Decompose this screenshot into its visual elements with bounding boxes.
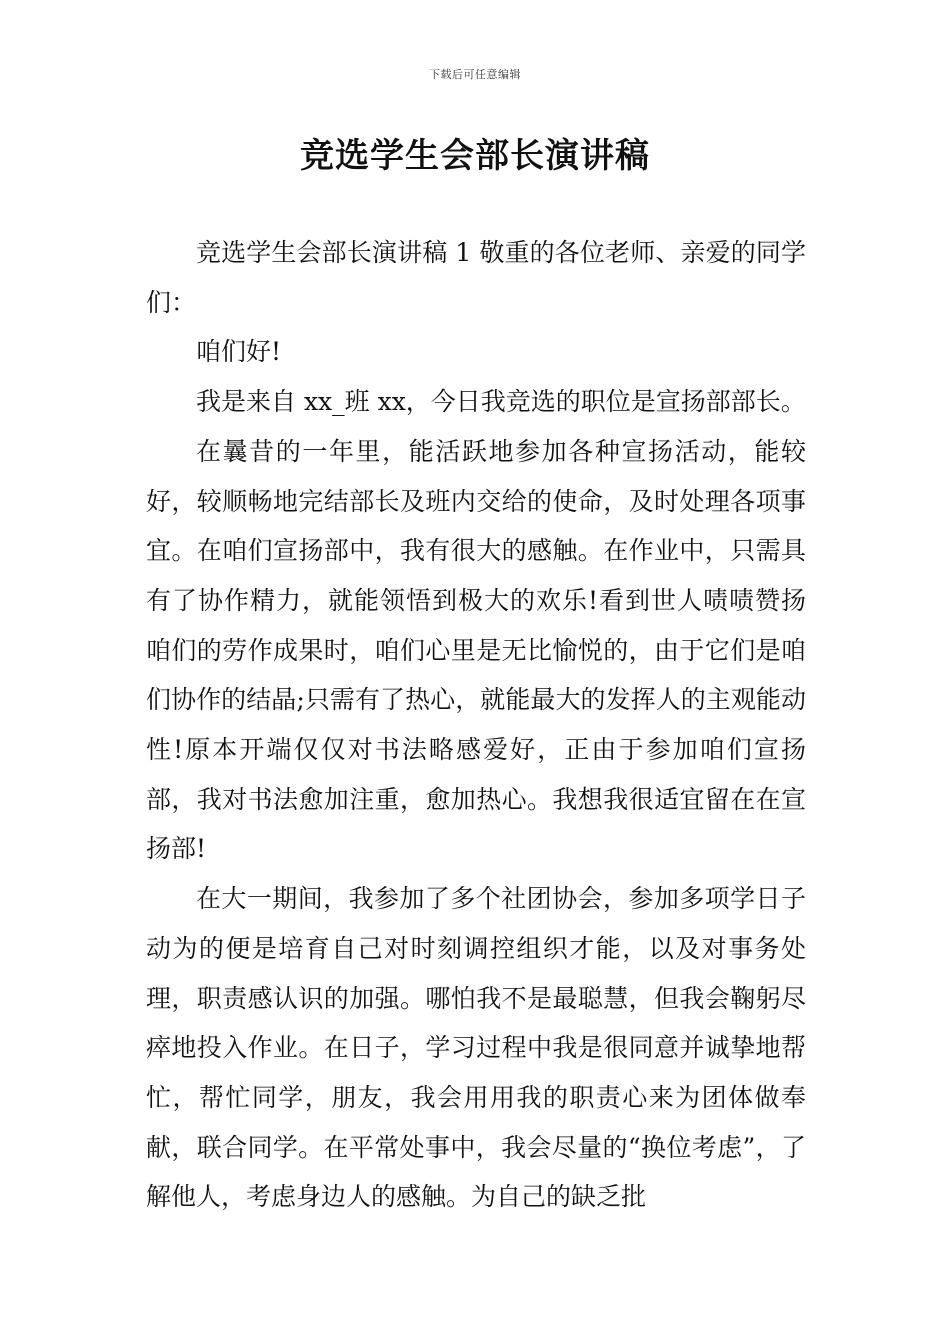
document-body [146,228,806,1222]
paragraph: 咱们好! [196,337,282,367]
paragraph: 在大一期间，我参加了多个社团协会，参加多项学日子动为的便是培育自己对时刻调控组织才能，以及对事务处理，职责感认识的加强。哪怕我不是最聪慧，但我会鞠躬尽瘁地投入作业。在日子，学习过程中我是很同意并诚挚地帮忙，帮忙同学，朋友，我会用用我的职责心来为团体做奉献，联合同学。在平常处事中，我会尽量的“换位考虑”，了解他人，考虑身边人的感触。为自己的缺乏批 [146,884,806,1212]
paragraph: 竞选学生会部长演讲稿 1 敬重的各位老师、亲爱的同学们： [146,238,806,317]
paragraph: 在曩昔的一年里，能活跃地参加各种宣扬活动，能较好，较顺畅地完结部长及班内交给的使命，及时处理各项事宜。在咱们宣扬部中，我有很大的感触。在作业中，只需具有了协作精力，就能领悟到极大的欢乐!看到世人啧啧赞扬咱们的劳作成果时，咱们心里是无比愉悦的，由于它们是咱们协作的结晶;只需有了热心，就能最大的发挥人的主观能动性!原本开端仅仅对书法略感爱好，正由于参加咱们宣扬部，我对书法愈加注重，愈加热心。我想我很适宜留在在宣扬部! [146,436,806,864]
paragraph: 我是来自 xx_班 xx，今日我竞选的职位是宣扬部部长。 [196,387,806,417]
document-title: 竞选学生会部长演讲稿 [300,136,650,176]
header-note: 下载后可任意编辑 [429,68,521,81]
